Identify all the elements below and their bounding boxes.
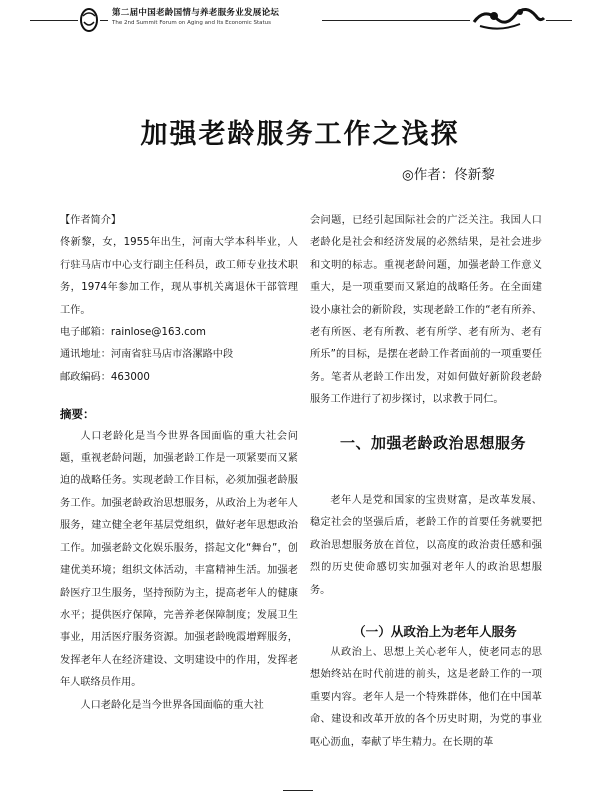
- body-paragraph-start: 人口老龄化是当今世界各国面临的重大社: [80, 699, 264, 711]
- abstract-paragraph: 人口老龄化是当今世界各国面临的重大社会问题，重视老龄问题，加强老龄工作是一项紧要而又紧迫的战略任务。实现老龄工作目标，必须加强老龄服务工作。加强老龄政治思想服务，从政治上为老年人服务，建立健全老年基层党组织，做好老年思想政治工作。加强老龄文化娱乐服务，搭起文化“舞台”，创建优美环境；组织文体活动，丰富精神生活。加强老龄医疗卫生服务，坚持预防为主，提高老年人的健康水平；提供医疗保障，完善养老保障制度；发展卫生事业，用活医疗服务资源。加强老龄晚霞增辉服务，发挥老年人在经济建设、文明建设中的作用，发挥老年人联络员作用。: [60, 430, 298, 689]
- abstract-label: 摘要：: [60, 407, 95, 422]
- section-heading: 一、加强老龄政治思想服务: [340, 434, 527, 452]
- header-text: [108, 8, 322, 27]
- bio-postcode: 邮政编码：463000: [60, 371, 150, 383]
- section-paragraph: 老年人是党和国家的宝贵财富，是改革发展、稳定社会的坚强后盾，老龄工作的首要任务就要把政治思想服务放在首位，以高度的政治责任感和强烈的历史使命感切实加强对老年人的政治思想服务。: [310, 495, 542, 596]
- bio-address: 通讯地址：河南省驻马店市洛漯路中段: [60, 349, 234, 361]
- left-column: [60, 210, 298, 717]
- article-author: ◎作者：佟新黎: [402, 167, 495, 183]
- subsection-heading: （一）从政治上为老年人服务: [353, 624, 517, 639]
- forum-logo-icon: [78, 6, 100, 34]
- bio-email: 电子邮箱：rainlose@163.com: [60, 327, 206, 339]
- intro-paragraph: 会问题，已经引起国际社会的广泛关注。我国人口老龄化是社会和经济发展的必然结果，是社会进步和文明的标志。重视老龄问题，加强老龄工作意义重大，是一项重要而又紧迫的战略任务。在全面建设小康社会的新阶段，实现老龄工作的“老有所养、老有所医、老有所教、老有所学、老有所为、老有所乐”的目标，是摆在老龄工作者面前的一项重要任务。笔者从老龄工作出发，对如何做好新阶段老龄服务工作进行了初步探讨，以求教于同仁。: [310, 215, 542, 406]
- bio-label: 【作者简介】: [60, 215, 122, 226]
- subsection-body: [310, 642, 542, 754]
- header-title-zh: 第二届中国老龄国情与养老服务业发展论坛: [112, 8, 280, 18]
- right-column-intro: [310, 210, 542, 412]
- header-title-en: The 2nd Summit Forum on Aging and Its Economic Status: [112, 20, 272, 26]
- section-body: [310, 490, 542, 602]
- running-header: [0, 0, 600, 44]
- footer-rule: [283, 790, 313, 791]
- article-title: 加强老龄服务工作之浅探: [140, 119, 460, 150]
- header-ornament-icon: [470, 4, 546, 34]
- bio-text: 佟新黎，女，1955年出生，河南大学本科毕业，人行驻马店市中心支行副主任科员，政工师专业技术职务，1974年参加工作，现从事机关离退休干部管理工作。: [60, 237, 298, 316]
- subsection-paragraph: 从政治上、思想上关心老年人，使老同志的思想始终站在时代前进的前头，这是老龄工作的一项重要内容。老年人是一个特殊群体，他们在中国革命、建设和改革开放的各个历史时期，为党的事业呕心沥血，奉献了毕生精力。在长期的革: [310, 647, 542, 748]
